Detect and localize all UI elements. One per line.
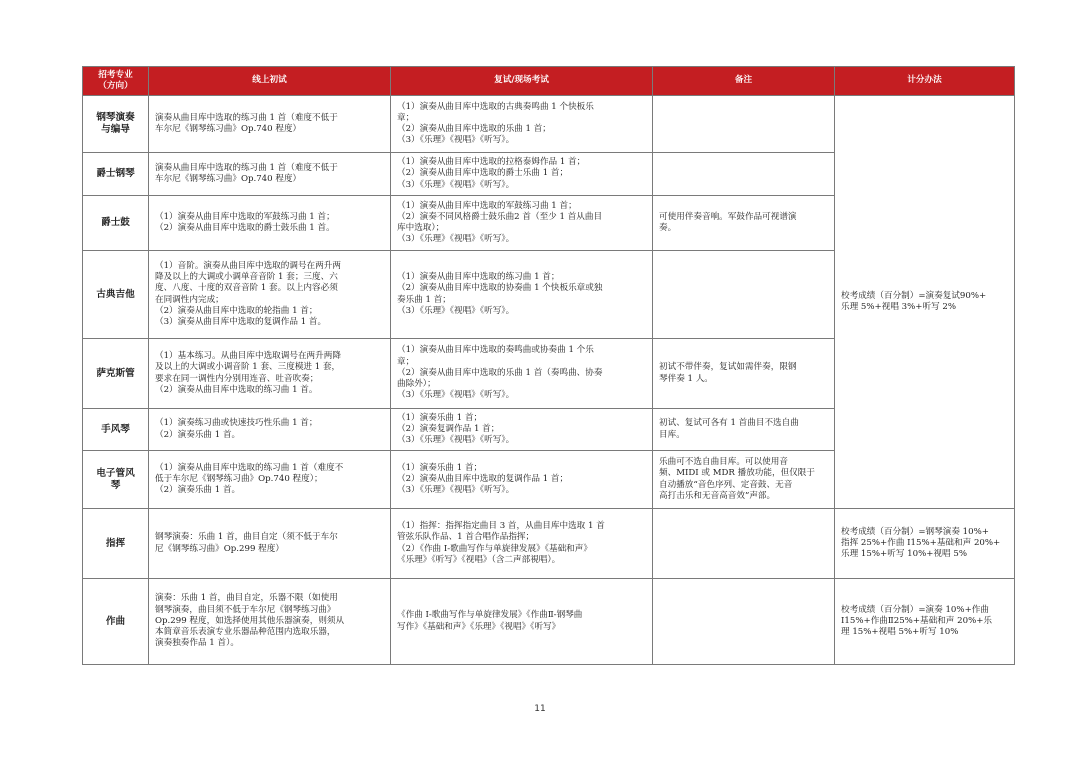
cell-line: （3）《乐理》《视唱》《听写》。 (397, 135, 515, 146)
cell-line: 章； (397, 112, 415, 123)
notes-cell (653, 579, 835, 665)
online-cell (149, 251, 391, 339)
admission-table-sheet (82, 66, 1014, 665)
retest-cell (391, 579, 653, 665)
table-row (83, 579, 1015, 665)
retest-cell (391, 153, 653, 196)
major-cell (83, 451, 149, 509)
cell-line: （3）演奏从曲目库中选取的复调作品 1 首。 (155, 316, 327, 327)
cell-line: 自动播放“音色序列、定音鼓、无音 (659, 479, 793, 490)
header-retest: 复试/现场考试 (391, 67, 653, 96)
cell-line: （1）演奏从曲目库中选取的军鼓练习曲 1 首； (155, 211, 335, 222)
retest-cell (391, 451, 653, 509)
notes-cell (653, 153, 835, 196)
notes-cell (653, 509, 835, 579)
cell-line: 奏。 (659, 223, 677, 233)
major-cell (83, 509, 149, 579)
retest-cell (391, 339, 653, 409)
cell-line: 奏乐曲 1 首； (397, 294, 451, 305)
scoring-cell (835, 579, 1015, 665)
cell-line: （1）演奏练习曲或快速技巧性乐曲 1 首； (155, 418, 318, 429)
cell-line: 尼《钢琴练习曲》Op.299 程度） (155, 543, 284, 554)
cell-line: （1）演奏从曲目库中选取的古典奏鸣曲 1 个快板乐 (397, 101, 594, 112)
cell-line: 钢琴演奏，曲目须不低于车尔尼《钢琴练习曲》 (155, 604, 336, 615)
cell-line: （2）演奏从曲目库中选取的爵士鼓乐曲 1 首。 (155, 223, 335, 233)
cell-line: （1）演奏从曲目库中选取的练习曲 1 首； (397, 272, 560, 283)
table-row (83, 96, 1015, 153)
cell-line: （1）演奏从曲目库中选取的奏鸣曲或协奏曲 1 个乐 (397, 345, 594, 356)
cell-line: 频、MIDI 或 MDR 播放功能，但仅限于 (659, 468, 815, 479)
notes-cell (653, 196, 835, 251)
cell-line: （2）演奏从曲目库中选取的乐曲 1 首； (397, 124, 551, 134)
cell-line: （3）《乐理》《视唱》《听写》。 (397, 435, 515, 446)
cell-line: 管弦乐队作品、1 首合唱作品指挥； (397, 532, 535, 543)
major-cell (83, 409, 149, 451)
cell-line: （1）音阶。演奏从曲目库中选取的调号在两升两 (155, 260, 341, 271)
cell-line: 校考成绩（百分制）=演奏复试90%+ (841, 290, 987, 301)
cell-line: （2）《作曲 Ⅰ-歌曲写作与单旋律发展》《基础和声》 (397, 543, 592, 554)
cell-line: 琴 (110, 479, 121, 491)
cell-line: 乐理 15%+听写 10%+视唱 5% (841, 549, 967, 560)
cell-line: 库中选取）； (397, 223, 445, 233)
online-cell (149, 579, 391, 665)
cell-line: 古典吉他 (96, 288, 135, 300)
notes-cell (653, 251, 835, 339)
cell-line: 降及以上的大调或小调单音音阶 1 套；三度、六 (155, 272, 338, 283)
cell-line: 低于车尔尼《钢琴练习曲》Op.740 程度）； (155, 473, 323, 484)
header-major-line: 招考专业 (98, 69, 133, 80)
notes-cell (653, 451, 835, 509)
cell-line: （1）指挥：指挥指定曲目 3 首，从曲目库中选取 1 首 (397, 521, 605, 532)
table-row (83, 509, 1015, 579)
merged-scoring-cell (835, 96, 1015, 509)
cell-line: （3）《乐理》《视唱》《听写》。 (397, 390, 515, 401)
major-cell (83, 579, 149, 665)
cell-line: 曲除外）； (397, 379, 436, 390)
header-scoring: 计分办法 (835, 67, 1015, 96)
cell-line: 可使用伴奏音响。军鼓作品可视谱演 (659, 211, 797, 222)
cell-line: 爵士钢琴 (96, 168, 135, 179)
online-cell (149, 339, 391, 409)
cell-line: （1）基本练习。从曲目库中选取调号在两升两降 (155, 351, 341, 362)
major-cell (83, 339, 149, 409)
cell-line: 及以上的大调或小调音阶 1 套、三度模进 1 套， (155, 362, 341, 373)
cell-line: （3）《乐理》《视唱》《听写》。 (397, 179, 515, 190)
cell-line: 与编导 (101, 124, 130, 135)
cell-line: （2）演奏不同风格爵士鼓乐曲2 首（至少 1 首从曲目 (397, 211, 603, 222)
online-cell (149, 409, 391, 451)
cell-line: （3）《乐理》《视唱》《听写》。 (397, 234, 515, 245)
cell-line: 演奏从曲目库中选取的练习曲 1 首（难度不低于 (155, 162, 338, 173)
cell-line: 钢琴演奏 (96, 112, 135, 123)
cell-line: 初试不带伴奏，复试如需伴奏，限钢 (659, 362, 797, 373)
cell-line: （1）演奏从曲目库中选取的军鼓练习曲 1 首； (397, 200, 577, 211)
online-cell (149, 196, 391, 251)
cell-line: （1）演奏乐曲 1 首； (397, 412, 483, 423)
retest-cell (391, 251, 653, 339)
cell-line: 萨克斯管 (96, 367, 135, 379)
cell-line: （2）演奏乐曲 1 首。 (155, 429, 241, 440)
cell-line: （2）演奏从曲目库中选取的轮指曲 1 首； (155, 305, 318, 316)
cell-line: 演奏从曲目库中选取的练习曲 1 首（难度不低于 (155, 112, 338, 123)
retest-cell (391, 509, 653, 579)
cell-line: 指挥 25%+作曲 Ⅰ15%+基础和声 20%+ (841, 537, 1001, 548)
header-online: 线上初试 (149, 67, 391, 96)
cell-line: 演奏：乐曲 1 首，曲目自定，乐器不限（如使用 (155, 593, 338, 604)
cell-line: 理 15%+视唱 5%+听写 10% (841, 627, 959, 638)
cell-line: 指挥 (105, 537, 126, 549)
cell-line: 琴伴奏 1 人。 (659, 373, 713, 384)
cell-line: （1）演奏从曲目库中选取的拉格泰姆作品 1 首； (397, 157, 586, 168)
cell-line: 初试、复试可各有 1 首曲目不选自曲 (659, 418, 799, 429)
cell-line: 《乐理》《听写》《视唱》（含二声部視唱）。 (397, 554, 561, 565)
cell-line: （2）演奏从曲目库中选取的乐曲 1 首（奏鸣曲、协奏 (397, 367, 603, 378)
cell-line: （2）演奏从曲目库中选取的练习曲 1 首。 (155, 384, 318, 395)
header-notes: 备注 (653, 67, 835, 96)
cell-line: 在同调性内完成； (155, 294, 224, 305)
header-major-line: （方向） (98, 81, 133, 91)
cell-line: 电子管风 (96, 467, 135, 479)
page-number: 11 (534, 704, 546, 714)
cell-line: 章； (397, 356, 415, 367)
notes-cell (653, 409, 835, 451)
scoring-cell (835, 509, 1015, 579)
cell-line: （2）演奏从曲目库中选取的协奏曲 1 个快板乐章或独 (397, 283, 603, 294)
cell-line: 高打击乐和无音高音效”声部。 (659, 490, 776, 501)
cell-line: （3）《乐理》《视唱》《听写》。 (397, 485, 515, 496)
cell-line: Op.299 程度，如选择使用其他乐器演奏，则须从 (155, 615, 345, 626)
major-cell (83, 251, 149, 339)
header-row (83, 67, 1015, 96)
cell-line: 要求在同一调性内分别用连音、吐音吹奏； (155, 373, 319, 384)
cell-line: （3）《乐理》《视唱》《听写》。 (397, 305, 515, 316)
retest-cell (391, 409, 653, 451)
cell-line: 校考成绩（百分制）=演奏 10%+作曲 (841, 604, 989, 615)
major-cell (83, 196, 149, 251)
cell-line: （1）演奏乐曲 1 首； (397, 462, 483, 473)
cell-line: 乐理 5%+视唱 3%+听写 2% (841, 302, 957, 312)
cell-line: （2）演奏乐曲 1 首。 (155, 485, 241, 496)
cell-line: 本简章音乐表演专业乐器品种范围内选取乐器， (155, 627, 336, 638)
cell-line: （1）演奏从曲目库中选取的练习曲 1 首（难度不 (155, 462, 344, 473)
table-body (83, 96, 1015, 665)
cell-line: 目库。 (659, 429, 685, 440)
major-cell (83, 153, 149, 196)
retest-cell (391, 96, 653, 153)
online-cell (149, 153, 391, 196)
cell-line: （2）演奏复调作品 1 首； (397, 423, 500, 434)
cell-line: 手风琴 (101, 423, 130, 435)
online-cell (149, 96, 391, 153)
cell-line: 车尔尼《钢琴练习曲》Op.740 程度） (155, 174, 302, 184)
cell-line: （2）演奏从曲目库中选取的复调作品 1 首； (397, 473, 569, 484)
notes-cell (653, 339, 835, 409)
notes-cell (653, 96, 835, 153)
cell-line: （2）演奏从曲目库中选取的爵士乐曲 1 首； (397, 168, 569, 179)
cell-line: 写作》《基础和声》《乐理》《视唱》《听写》 (397, 621, 561, 632)
cell-line: 校考成绩（百分制）=钢琴演奏 10%+ (841, 526, 989, 537)
cell-line: 乐曲可不选自曲目库。可以使用音 (659, 457, 788, 468)
online-cell (149, 509, 391, 579)
admission-table (82, 66, 1015, 665)
cell-line: 作曲 (105, 615, 126, 627)
major-cell (83, 96, 149, 153)
cell-line: 《作曲 Ⅰ-歌曲写作与单旋律发展》《作曲Ⅱ-钢琴曲 (397, 610, 583, 621)
online-cell (149, 451, 391, 509)
cell-line: 爵士鼓 (101, 217, 130, 228)
cell-line: 度、八度、十度的双音音阶 1 套。以上内容必须 (155, 283, 338, 294)
cell-line: Ⅰ15%+作曲Ⅱ25%+基础和声 20%+乐 (841, 615, 993, 626)
header-major (83, 67, 149, 96)
cell-line: 钢琴演奏：乐曲 1 首，曲目自定（须不低于车尔 (155, 532, 338, 543)
cell-line: 演奏独奏作品 1 首）。 (155, 638, 239, 649)
cell-line: 车尔尼《钢琴练习曲》Op.740 程度） (155, 124, 302, 134)
retest-cell (391, 196, 653, 251)
